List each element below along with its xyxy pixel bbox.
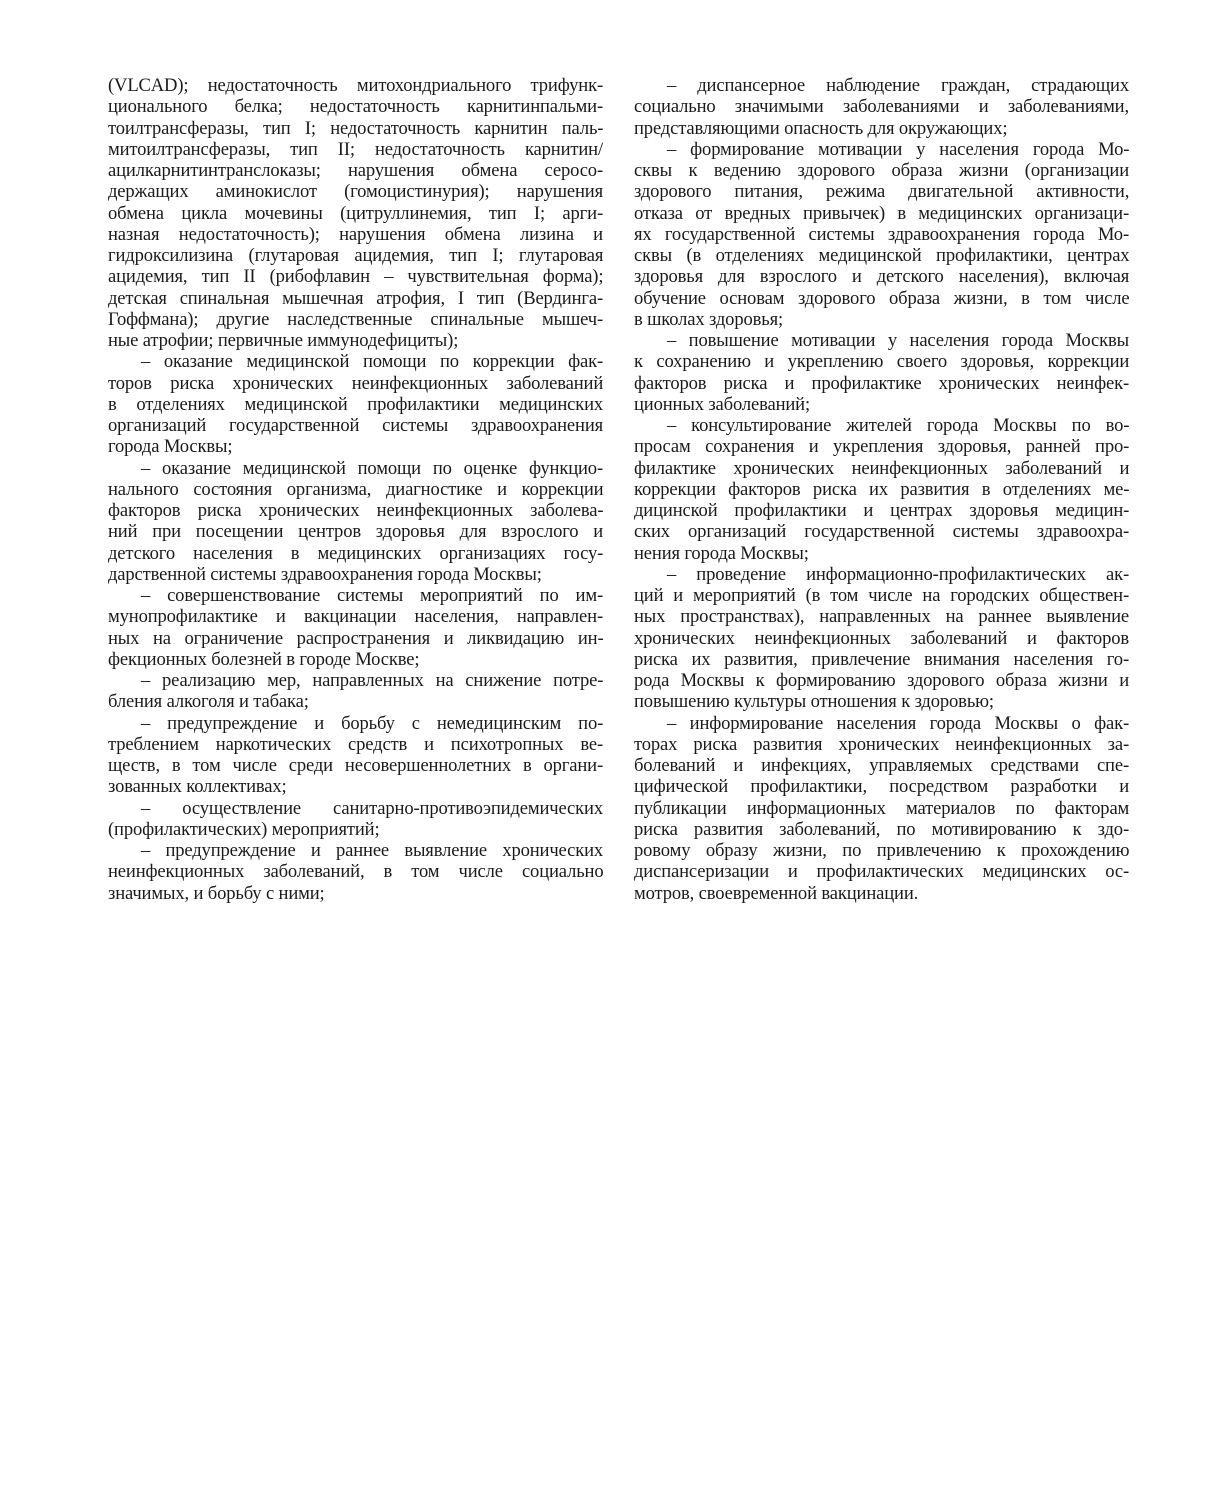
text-line: ществ, в том числе среди несовершеннолетних в органи- <box>108 755 604 776</box>
text-line: Гоффмана); другие наследственные спинальные мышеч- <box>108 308 603 330</box>
paragraph <box>108 670 603 713</box>
text-line: дицинской профилактики и центрах здоровья медицин- <box>634 500 1130 521</box>
text-line: ционального белка; недостаточность карнитинпальми- <box>108 96 603 118</box>
paragraph <box>634 415 1129 564</box>
paragraph <box>108 840 603 904</box>
paragraph <box>634 564 1129 713</box>
paragraph <box>108 75 603 351</box>
text-line: гидроксилизина (глутаровая ацидемия, тип I; глутаровая <box>108 245 604 266</box>
text-line: представляющими опасность для окружающих; <box>634 117 1008 139</box>
text-line: факторов риска хронических неинфекционных заболева- <box>108 500 604 521</box>
text-line: – информирование населения города Москвы о фак- <box>667 712 1130 734</box>
text-line: отказа от вредных привычек) в медицинских организаци- <box>634 202 1129 224</box>
text-line: торах риска развития хронических неинфекционных за- <box>634 733 1129 755</box>
text-line: ционных заболеваний; <box>634 393 810 415</box>
paragraph <box>634 713 1129 904</box>
text-line: здорового питания, режима двигательной активности, <box>634 181 1130 203</box>
text-line: бления алкоголя и табака; <box>108 691 309 713</box>
text-line: – предупреждение и борьбу с немедицинским по- <box>141 712 604 734</box>
text-line: значимых, и борьбу с ними; <box>108 882 325 904</box>
text-line: детского населения в медицинских организациях госу- <box>108 542 604 564</box>
text-line: дарственной системы здравоохранения города Москвы; <box>108 563 542 585</box>
text-line: тоилтрансферазы, тип I; недостаточность карнитин паль- <box>108 117 604 139</box>
paragraph <box>108 585 603 670</box>
text-line: ных на ограничение распространения и ликвидацию ин- <box>108 627 604 649</box>
text-line: ацидемия, тип II (рибофлавин – чувствительная форма); <box>108 266 604 288</box>
text-line: – оказание медицинской помощи по коррекции фак- <box>141 351 603 373</box>
paragraph <box>634 75 1129 139</box>
text-line: нения города Москвы; <box>634 542 809 564</box>
text-line: (профилактических) мероприятий; <box>108 818 380 840</box>
text-line: цифической профилактики, посредством разработки и <box>634 776 1129 798</box>
text-line: – консультирование жителей города Москвы по во- <box>667 415 1130 436</box>
text-line: обмена цикла мочевины (цитруллинемия, тип I; арги- <box>108 202 603 224</box>
text-line: хронических неинфекционных заболеваний и факторов <box>634 627 1129 649</box>
left-column <box>108 75 603 904</box>
text-line: риска развития заболеваний, по мотивированию к здо- <box>634 818 1129 840</box>
text-line: диспансеризации и профилактических медицинских ос- <box>634 861 1129 883</box>
text-line: ях государственной системы здравоохранения города Мо- <box>634 223 1129 245</box>
text-line: зованных коллективах; <box>108 776 287 798</box>
text-line: ций и мероприятий (в том числе на городских обществен- <box>634 585 1129 606</box>
paragraph <box>108 351 603 457</box>
paragraph <box>108 458 603 586</box>
text-line: ацилкарнитинтранслоказы; нарушения обмена серосо- <box>108 160 603 181</box>
text-line: торов риска хронических неинфекционных заболеваний <box>108 372 604 394</box>
text-line: держащих аминокислот (гомоцистинурия); нарушения <box>108 181 603 203</box>
text-line: нального состояния организма, диагностике и коррекции <box>108 478 604 500</box>
text-line: фекционных болезней в городе Москве; <box>108 648 420 670</box>
text-line: повышению культуры отношения к здоровью; <box>634 691 994 713</box>
text-line: публикации информационных материалов по факторам <box>634 797 1130 819</box>
paragraph <box>108 798 603 841</box>
text-line: сквы к ведению здорового образа жизни (организации <box>634 160 1129 181</box>
text-line: (VLCAD); недостаточность митохондриального трифунк- <box>108 75 603 96</box>
text-line: – совершенствование системы мероприятий по им- <box>141 585 603 606</box>
paragraph <box>634 139 1129 330</box>
text-line: обучение основам здорового образа жизни, в том числе <box>634 287 1130 309</box>
text-line: ные атрофии; первичные иммунодефициты); <box>108 330 459 351</box>
text-line: болеваний и инфекциях, управляемых средствами спе- <box>634 755 1129 776</box>
text-line: города Москвы; <box>108 436 233 458</box>
text-line: детская спинальная мышечная атрофия, I тип (Вердинга- <box>108 287 603 309</box>
paragraph <box>108 713 603 798</box>
text-line: в школах здоровья; <box>634 308 784 330</box>
text-line: – проведение информационно-профилактических ак- <box>667 563 1130 585</box>
text-line: риска их развития, привлечение внимания населения го- <box>634 648 1129 670</box>
text-line: ных пространствах), направленных на раннее выявление <box>634 606 1130 628</box>
text-line: – реализацию мер, направленных на снижение потре- <box>141 670 604 691</box>
text-line: – формирование мотивации у населения города Мо- <box>667 138 1130 160</box>
text-line: в отделениях медицинской профилактики медицинских <box>108 393 604 415</box>
text-line: ний при посещении центров здоровья для взрослого и <box>108 521 603 543</box>
text-line: здоровья для взрослого и детского населения), включая <box>634 266 1130 288</box>
text-line: организаций государственной системы здравоохранения <box>108 415 604 436</box>
text-line: филактике хронических неинфекционных заболеваний и <box>634 457 1130 479</box>
text-line: назная недостаточность); нарушения обмена лизина и <box>108 223 603 245</box>
text-line: – предупреждение и раннее выявление хронических <box>141 840 604 861</box>
text-line: митоилтрансферазы, тип II; недостаточность карнитин/ <box>108 138 603 160</box>
text-line: – оказание медицинской помощи по оценке функцио- <box>141 457 603 479</box>
text-line: – диспансерное наблюдение граждан, страдающих <box>667 75 1129 96</box>
text-line: неинфекционных заболеваний, в том числе социально <box>108 861 604 883</box>
text-line: коррекции факторов риска их развития в отделениях ме- <box>634 478 1130 500</box>
text-line: рода Москвы к формированию здорового образа жизни и <box>634 670 1129 691</box>
text-line: к сохранению и укреплению своего здоровья, коррекции <box>634 351 1130 373</box>
text-line: треблением наркотических средств и психотропных ве- <box>108 733 603 755</box>
text-line: просам сохранения и укрепления здоровья, ранней про- <box>634 436 1130 458</box>
text-line: мотров, своевременной вакцинации. <box>634 882 919 904</box>
text-line: – повышение мотивации у населения города Москвы <box>667 330 1129 351</box>
text-line: ровому образу жизни, по привлечению к прохождению <box>634 840 1130 861</box>
text-line: мунопрофилактике и вакцинации населения, направлен- <box>108 606 603 628</box>
paragraph <box>634 330 1129 415</box>
text-line: социально значимыми заболеваниями и заболеваниями, <box>634 96 1129 118</box>
text-line: ских организаций государственной системы здравоохра- <box>634 521 1129 543</box>
text-line: факторов риска и профилактике хронических неинфек- <box>634 372 1129 394</box>
text-line: – осуществление санитарно-противоэпидемических <box>141 797 603 819</box>
text-line: сквы (в отделениях медицинской профилактики, центрах <box>634 245 1130 266</box>
right-column <box>634 75 1129 904</box>
